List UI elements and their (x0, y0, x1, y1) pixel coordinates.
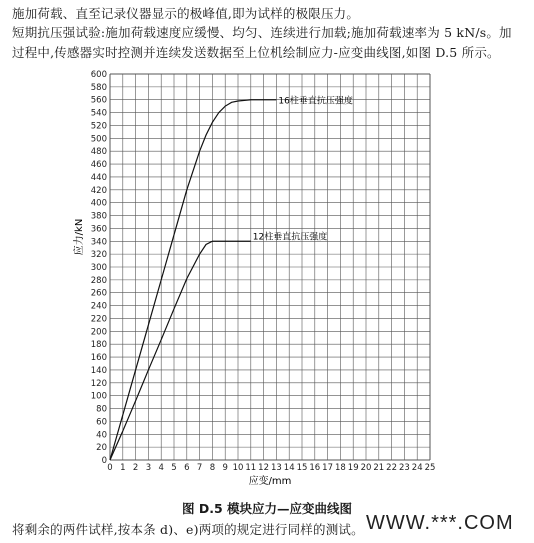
x-tick-label: 5 (171, 463, 177, 473)
x-axis-label: 应变/mm (248, 476, 292, 487)
y-tick-label: 120 (90, 378, 107, 389)
x-tick-label: 11 (245, 463, 257, 473)
stress-strain-chart (0, 60, 534, 500)
y-tick-label: 460 (90, 160, 107, 171)
series-label-12-column: 12柱垂直抗压强度 (252, 232, 328, 243)
y-tick-label: 560 (90, 95, 107, 106)
y-tick-label: 20 (96, 443, 107, 454)
y-tick-label: 200 (90, 327, 107, 338)
paragraph-2: 短期抗压强试验:施加荷载速度应缓慢、均匀、连续进行加载;施加荷载速率为 5 kN/s。加 (12, 25, 512, 40)
y-tick-label: 60 (96, 417, 107, 428)
y-tick-label: 540 (90, 108, 107, 119)
x-tick-label: 25 (424, 463, 436, 473)
x-tick-label: 21 (373, 463, 385, 473)
y-tick-label: 400 (90, 198, 107, 209)
y-tick-label: 40 (96, 430, 107, 441)
y-tick-label: 580 (90, 82, 107, 93)
watermark: WWW.***.COM (366, 512, 514, 534)
y-axis-label: 应力/kN (74, 218, 85, 256)
x-tick-label: 16 (309, 463, 321, 473)
y-tick-label: 360 (90, 224, 107, 235)
x-tick-label: 8 (209, 463, 216, 473)
x-tick-label: 3 (145, 463, 152, 473)
x-tick-label: 14 (283, 463, 295, 473)
x-tick-label: 18 (334, 463, 346, 473)
x-tick-label: 4 (158, 463, 164, 473)
x-tick-label: 6 (184, 463, 190, 473)
x-tick-label: 12 (258, 463, 270, 473)
y-tick-label: 380 (90, 211, 107, 222)
y-tick-label: 340 (90, 237, 107, 248)
y-tick-label: 220 (90, 314, 107, 325)
y-tick-label: 600 (90, 70, 107, 80)
y-tick-label: 260 (90, 288, 107, 299)
y-tick-label: 500 (90, 134, 107, 145)
y-tick-label: 180 (90, 340, 107, 351)
y-tick-label: 300 (90, 263, 107, 273)
chart-grid (110, 74, 430, 460)
series-label-16-column: 16柱垂直抗压强度 (278, 96, 353, 107)
series-line-12-column (110, 241, 251, 460)
y-tick-label: 240 (90, 301, 107, 312)
y-tick-label: 0 (101, 456, 107, 466)
x-tick-label: 15 (296, 463, 308, 473)
x-tick-label: 23 (398, 463, 410, 473)
y-tick-label: 480 (90, 147, 107, 158)
y-tick-label: 80 (96, 404, 107, 415)
x-tick-label: 10 (232, 463, 244, 473)
figure-caption: 图 D.5 模块应力—应变曲线图 (181, 501, 353, 516)
x-tick-label: 19 (347, 463, 359, 473)
x-tick-label: 7 (196, 463, 203, 473)
paragraph-3: 过程中,传感器实时控测并连续发送数据至上位机绘制应力-应变曲线图,如图 D.5 所示。 (12, 45, 500, 60)
y-tick-label: 280 (90, 275, 107, 286)
x-tick-label: 22 (386, 463, 398, 473)
paragraph-4: 将剩余的两件试样,按本条 d)、e)两项的规定进行同样的测试。 (12, 522, 364, 537)
y-tick-label: 440 (90, 172, 107, 183)
x-tick-label: 0 (107, 463, 113, 473)
y-tick-label: 100 (90, 391, 107, 402)
x-tick-label: 9 (222, 463, 228, 473)
paragraph-1: 施加荷载、直至记录仪器显示的极峰值,即为试样的极限压力。 (12, 6, 360, 21)
y-tick-label: 420 (90, 185, 107, 196)
x-tick-label: 20 (360, 463, 372, 473)
y-tick-label: 140 (90, 365, 107, 376)
x-tick-label: 13 (270, 463, 282, 473)
y-tick-label: 160 (90, 353, 107, 364)
x-tick-label: 24 (411, 463, 423, 473)
chart-ticks (91, 70, 436, 473)
x-tick-label: 1 (120, 463, 126, 473)
x-tick-label: 2 (132, 463, 139, 473)
y-tick-label: 320 (90, 250, 107, 261)
x-tick-label: 17 (322, 463, 334, 473)
y-tick-label: 520 (90, 121, 107, 132)
